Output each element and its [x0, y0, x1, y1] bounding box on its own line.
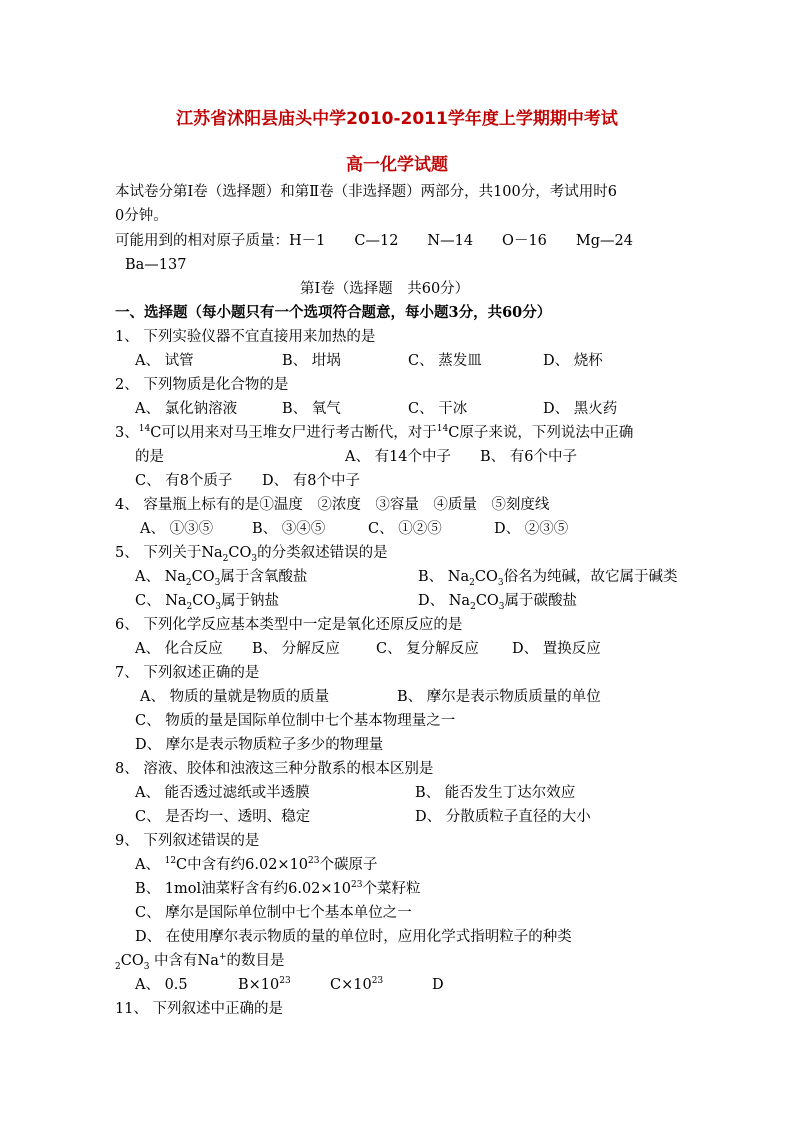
- question-1-option-b: B、 坩埚: [282, 353, 341, 369]
- question-1-option-c: C、 蒸发皿: [408, 353, 482, 369]
- question-6-option-b: B、 分解反应: [252, 641, 340, 657]
- question-5-stem: [115, 543, 388, 563]
- question-8-option-c: C、 是否均一、透明、稳定: [135, 809, 311, 825]
- question-4-option-d: D、 ②③⑤: [494, 521, 569, 537]
- subscript: 3: [497, 577, 504, 588]
- option-text: 属于碳酸盐: [504, 593, 578, 609]
- superscript: 23: [308, 856, 320, 867]
- question-3-text-1: C可以用来对马王堆女尸进行考古断代，对于: [150, 425, 437, 441]
- formula-part: CO: [475, 593, 499, 609]
- part-one-heading: 一、选择题（每小题只有一个选项符合题意，每小题3分，共60分）: [115, 304, 552, 321]
- question-7-option-a: A、 物质的量就是物质的质量: [140, 689, 330, 705]
- formula-part: CO: [192, 593, 216, 609]
- option-text: 属于含氧酸盐: [220, 569, 308, 585]
- question-6-option-d: D、 置换反应: [512, 641, 601, 657]
- question-4-option-c: C、 ①②⑤: [368, 521, 442, 537]
- question-2-option-c: C、 干冰: [408, 401, 468, 417]
- question-10-option-c: [330, 975, 383, 995]
- question-3-stem-line-2: 的是: [135, 449, 164, 465]
- question-5-option-a: [135, 567, 307, 587]
- question-3-option-b: B、 有6个中子: [480, 449, 577, 465]
- option-text: 属于钠盐: [221, 593, 279, 609]
- subscript: 2: [115, 961, 121, 972]
- question-8-option-a: A、 能否透过滤纸或半透膜: [135, 785, 310, 801]
- subscript: 2: [186, 601, 193, 612]
- option-prefix: B、 Na: [418, 569, 470, 585]
- option-prefix: A、: [135, 857, 165, 873]
- question-10-option-a: A、 0.5: [135, 977, 188, 993]
- question-2-option-b: B、 氧气: [282, 401, 341, 417]
- subscript: 3: [143, 961, 150, 972]
- question-1-stem: 1、 下列实验仪器不宜直接用来加热的是: [115, 329, 376, 345]
- question-1-option-a: A、 试管: [135, 353, 194, 369]
- question-10-option-d: D: [432, 977, 444, 993]
- option-prefix: D、 Na: [418, 593, 471, 609]
- option-text: C×10: [330, 977, 372, 993]
- question-7-option-c: C、 物质的量是国际单位制中七个基本物理量之一: [135, 713, 456, 729]
- subscript: 2: [469, 577, 475, 588]
- subscript: 2: [222, 553, 229, 564]
- intro-line-2: 0分钟。: [115, 208, 168, 224]
- question-10-option-b: [238, 975, 291, 995]
- question-7-stem: 7、 下列叙述正确的是: [115, 665, 260, 681]
- question-5-option-b: [418, 567, 678, 587]
- formula-part: CO: [120, 953, 144, 969]
- option-text: 个碳原子: [319, 857, 378, 873]
- exam-title: 江苏省沭阳县庙头中学2010-2011学年度上学期期中考试: [176, 109, 618, 129]
- question-3-option-a: A、 有14个中子: [345, 449, 452, 465]
- question-5-option-c: [135, 591, 279, 611]
- question-4-option-b: B、 ③④⑤: [252, 521, 326, 537]
- superscript: 23: [351, 880, 363, 891]
- option-prefix: A、 Na: [135, 569, 186, 585]
- question-8-option-d: D、 分散质粒子直径的大小: [415, 809, 591, 825]
- question-11-stem: 11、 下列叙述中正确的是: [115, 1001, 284, 1017]
- formula-part: CO: [191, 569, 215, 585]
- option-prefix: C、 Na: [135, 593, 187, 609]
- question-4-stem: 4、 容量瓶上标有的是①温度 ②浓度 ③容量 ④质量 ⑤刻度线: [115, 497, 550, 513]
- question-5-text-post: 的分类叙述错误的是: [257, 545, 388, 561]
- question-9-option-d: D、 在使用摩尔表示物质的量的单位时，应用化学式指明粒子的种类: [135, 929, 572, 945]
- exam-subtitle: 高一化学试题: [346, 155, 448, 175]
- subscript: 2: [185, 577, 192, 588]
- subscript: 3: [251, 553, 258, 564]
- option-text: 俗名为纯碱，故它属于碱类: [503, 569, 678, 585]
- option-text: B×10: [238, 977, 280, 993]
- question-7-option-d: D、 摩尔是表示物质粒子多少的物理量: [135, 737, 384, 753]
- question-9-stem: 9、 下列叙述错误的是: [115, 833, 260, 849]
- option-text: 个菜籽粒: [362, 881, 421, 897]
- question-4-option-a: A、 ①③⑤: [140, 521, 214, 537]
- superscript: 23: [371, 976, 384, 987]
- question-9-option-c: C、 摩尔是国际单位制中七个基本单位之一: [135, 905, 412, 921]
- option-text: B、 1mol油菜籽含有约6.02×10: [135, 881, 351, 897]
- question-2-option-a: A、 氯化钠溶液: [135, 401, 238, 417]
- isotope-mass-number-2: 14: [436, 424, 449, 435]
- section-heading: 第Ⅰ卷（选择题 共60分）: [300, 281, 470, 297]
- question-1-option-d: D、 烧杯: [543, 353, 603, 369]
- question-10-text: 中含有Na: [149, 953, 219, 969]
- formula-part: CO: [474, 569, 498, 585]
- subscript: 3: [214, 577, 221, 588]
- intro-atomic-mass: 可能用到的相对原子质量：H－1 C—12 N—14 O－16 Mg—24: [115, 233, 633, 249]
- question-3-option-d: D、 有8个中子: [262, 473, 360, 489]
- subscript: 3: [215, 601, 221, 612]
- question-3-text-2: C原子来说，下列说法中正确: [448, 425, 634, 441]
- question-7-option-b: B、 摩尔是表示物质质量的单位: [397, 689, 601, 705]
- superscript: 23: [279, 976, 291, 987]
- question-10-stem: [115, 951, 284, 971]
- question-2-stem: 2、 下列物质是化合物的是: [115, 377, 289, 393]
- question-8-option-b: B、 能否发生丁达尔效应: [415, 785, 576, 801]
- superscript: 12: [164, 856, 177, 867]
- option-text: C中含有约6.02×10: [176, 857, 309, 873]
- question-6-option-c: C、 复分解反应: [376, 641, 479, 657]
- isotope-mass-number: 14: [138, 424, 151, 435]
- question-8-stem: 8、 溶液、胶体和浊液这三种分散系的根本区别是: [115, 761, 434, 777]
- intro-line-1: 本试卷分第Ⅰ卷（选择题）和第Ⅱ卷（非选择题）两部分，共100分，考试用时6: [115, 184, 617, 200]
- question-3-option-c: C、 有8个质子: [135, 473, 233, 489]
- intro-atomic-mass-ba: Ba—137: [125, 257, 187, 273]
- superscript: +: [218, 952, 227, 963]
- question-9-option-b: [135, 879, 420, 899]
- question-3-number: 3、: [115, 425, 139, 441]
- subscript: 3: [498, 601, 505, 612]
- question-6-option-a: A、 化合反应: [135, 641, 223, 657]
- formula-part: CO: [228, 545, 252, 561]
- question-3-stem: [115, 423, 633, 443]
- question-10-text: 的数目是: [226, 953, 285, 969]
- subscript: 2: [470, 601, 476, 612]
- question-5-text-pre: 5、 下列关于Na: [115, 545, 223, 561]
- question-2-option-d: D、 黑火药: [543, 401, 618, 417]
- question-9-option-a: [135, 855, 377, 875]
- question-5-option-d: [418, 591, 577, 611]
- question-6-stem: 6、 下列化学反应基本类型中一定是氧化还原反应的是: [115, 617, 463, 633]
